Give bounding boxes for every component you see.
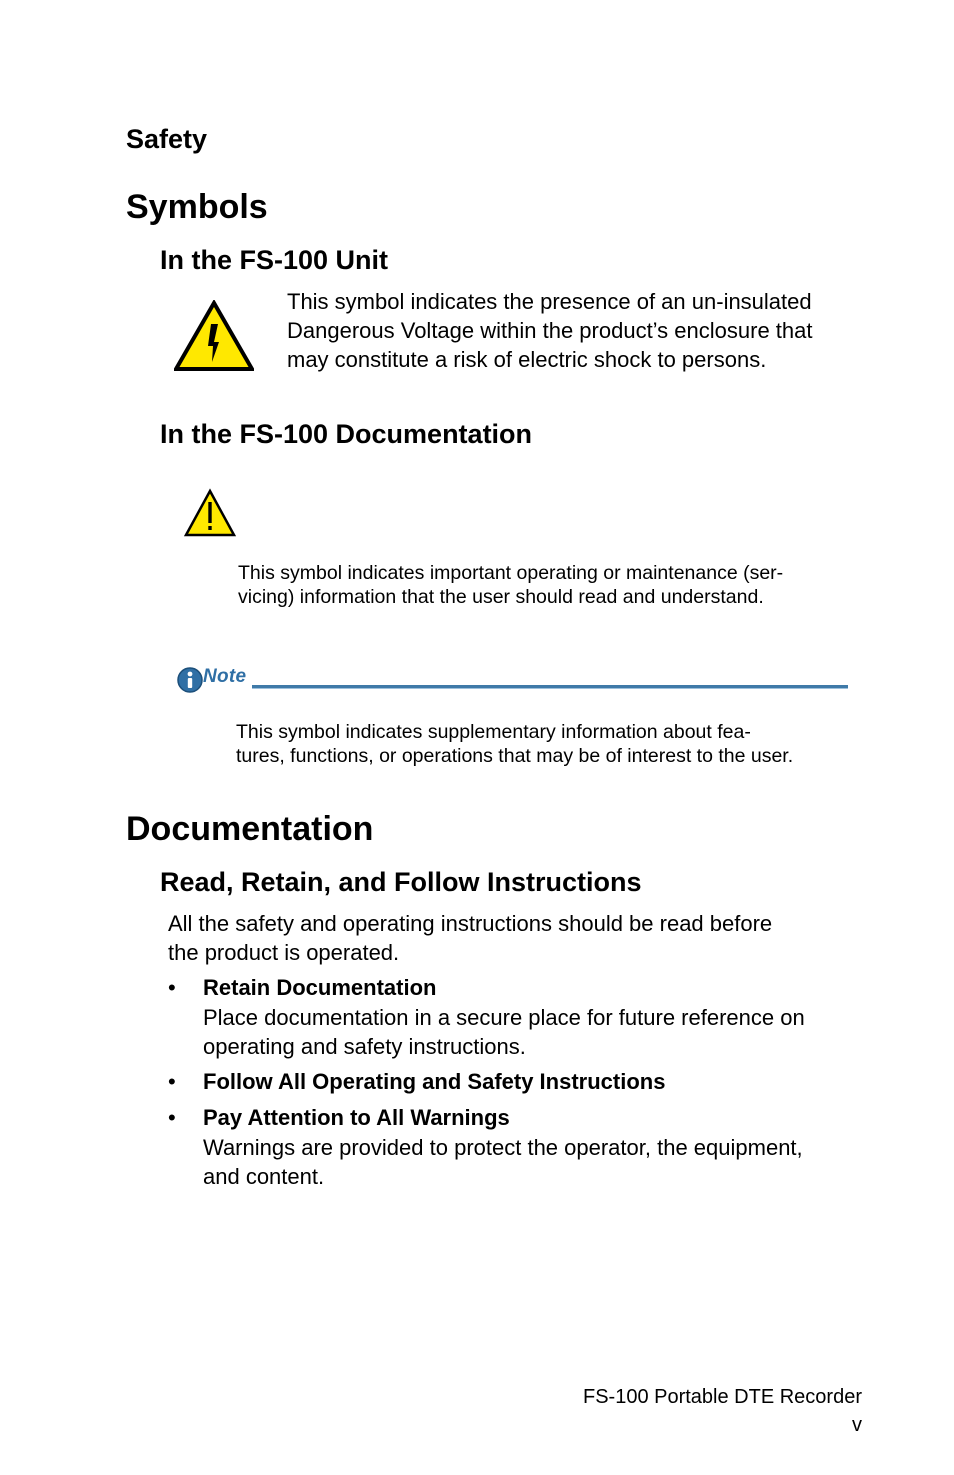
bullet-body-line: Warnings are provided to protect the operator, the equipment,	[203, 1135, 803, 1160]
bullet-body-line: operating and safety instructions.	[203, 1034, 526, 1059]
bullet-marker: •	[168, 975, 176, 1000]
unit-desc-line: Dangerous Voltage within the product’s enclosure that	[287, 318, 813, 343]
unit-desc-line: This symbol indicates the presence of an un-insulated	[287, 289, 812, 314]
caution-desc-line: vicing) information that the user should read and understand.	[238, 586, 764, 608]
note-desc-line: This symbol indicates supplementary information about fea-	[236, 721, 751, 743]
section-label: Safety	[126, 124, 208, 154]
intro-line: the product is operated.	[168, 940, 400, 965]
bullet-body-line: and content.	[203, 1164, 325, 1189]
caution-description	[238, 561, 783, 609]
bullet-body-warnings	[203, 1133, 803, 1191]
footer-page-number: v	[852, 1414, 862, 1436]
instructions-intro	[168, 909, 772, 967]
symbols-heading: Symbols	[126, 188, 268, 226]
footer-product: FS-100 Portable DTE Recorder	[582, 1386, 862, 1408]
fs100-unit-heading: In the FS-100 Unit	[160, 245, 389, 275]
documentation-heading: Documentation	[126, 810, 374, 848]
info-note-icon	[176, 666, 204, 694]
intro-line: All the safety and operating instructions should be read before	[168, 911, 773, 936]
bullet-title-follow: Follow All Operating and Safety Instructions	[203, 1069, 666, 1094]
note-description	[236, 720, 793, 768]
bullet-title-warnings: Pay Attention to All Warnings	[203, 1105, 510, 1130]
unit-desc-line: may constitute a risk of electric shock to persons.	[287, 347, 767, 372]
instructions-subheading: Read, Retain, and Follow Instructions	[160, 867, 642, 897]
bullet-title-retain: Retain Documentation	[203, 975, 437, 1000]
caution-icon	[183, 488, 237, 538]
bullet-body-line: Place documentation in a secure place for future reference on	[203, 1005, 805, 1030]
fs100-documentation-heading: In the FS-100 Documentation	[160, 419, 533, 449]
high-voltage-warning-icon	[174, 300, 254, 372]
note-divider	[252, 685, 848, 689]
unit-symbol-description	[287, 287, 813, 374]
bullet-body-retain	[203, 1003, 805, 1061]
note-label: Note	[203, 666, 247, 687]
note-desc-line: tures, functions, or operations that may be of interest to the user.	[236, 745, 794, 767]
page-footer	[583, 1383, 862, 1439]
caution-desc-line: This symbol indicates important operating or maintenance (ser-	[238, 562, 784, 584]
bullet-marker: •	[168, 1105, 176, 1130]
bullet-marker: •	[168, 1069, 176, 1094]
